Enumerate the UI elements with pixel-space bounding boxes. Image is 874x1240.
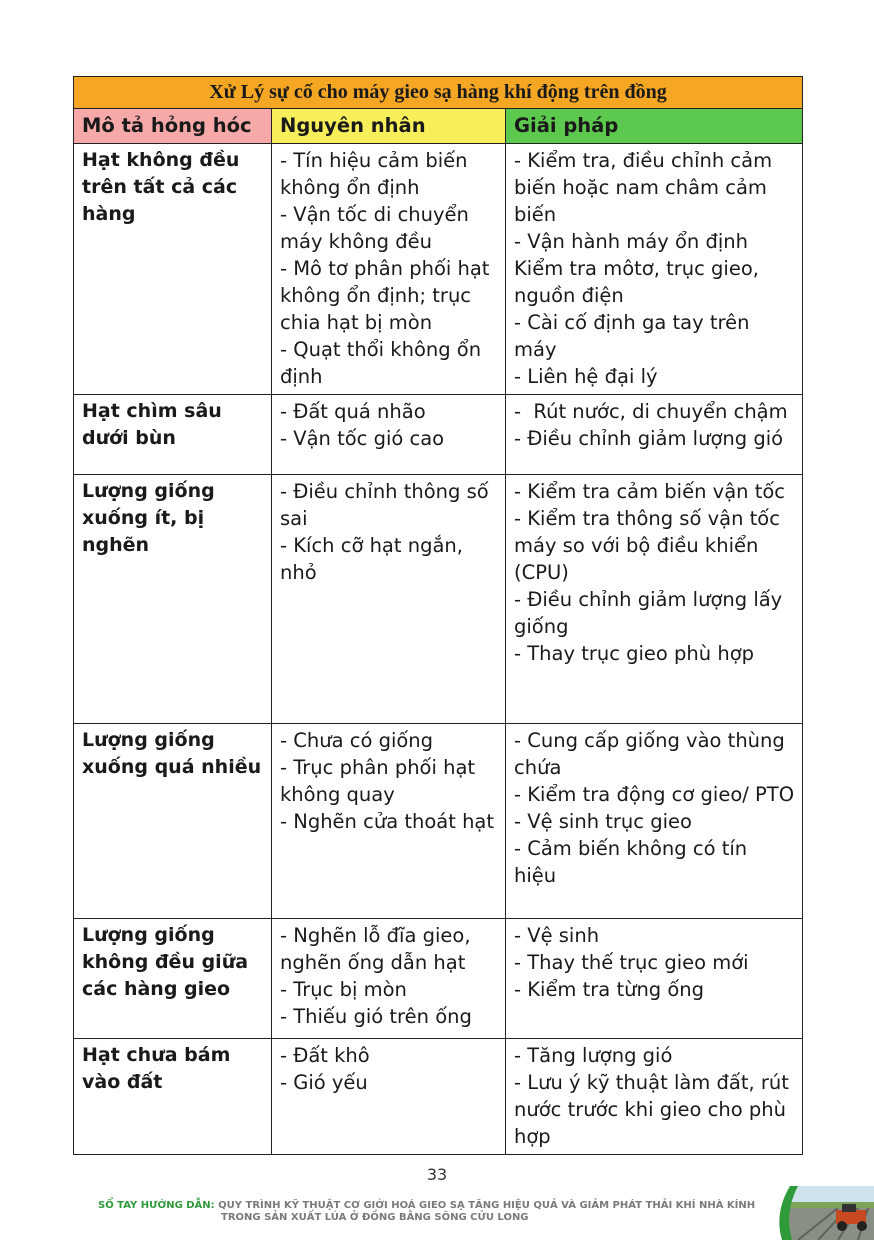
fault-description: Hạt không đều trên tất cả các hàng [74,144,272,395]
cause-item: - Nghẽn cửa thoát hạt [280,810,495,833]
fault-description: Lượng giống không đều giữa các hàng gieo [74,919,272,1039]
cause-item: - Quạt thổi không ổn định [280,338,488,388]
header-description: Mô tả hỏng hóc [74,109,272,144]
cause-item: - Mô tơ phân phối hạt không ổn định; trục chia hạt bị mòn [280,257,496,334]
solution-item: - Tăng lượng gió [514,1044,673,1067]
cause-item: - Đất quá nhão [280,400,426,423]
cause-item: - Gió yếu [280,1071,368,1094]
table-row [74,724,803,919]
cause-cell [272,724,506,919]
table-row [74,395,803,475]
footer-title-line2: TRONG SẢN XUẤT LÚA Ở ĐỒNG BẰNG SÔNG CỬU LONG [221,1212,529,1223]
solution-cell [506,395,803,475]
solution-item: - Kiểm tra từng ống [514,978,705,1001]
solution-item: - Vệ sinh [514,924,600,947]
solution-item: - Kiểm tra thông số vận tốc máy so với bộ điều khiển (CPU) [514,507,787,584]
rice-field-illustration [778,1186,874,1240]
fault-description: Lượng giống xuống ít, bị nghẽn [74,475,272,724]
cause-item: - Vận tốc di chuyển máy không đều [280,203,476,253]
table-row [74,1039,803,1155]
solution-item: - Điều chỉnh giảm lượng lấy giống [514,588,789,638]
footer [98,1200,778,1224]
cause-cell [272,1039,506,1155]
solution-item: - Liên hệ đại lý [514,365,658,388]
fault-description: Hạt chưa bám vào đất [74,1039,272,1155]
fault-description: Lượng giống xuống quá nhiều [74,724,272,919]
solution-item: - Điều chỉnh giảm lượng gió [514,427,784,450]
solution-item: - Thay trục gieo phù hợp [514,642,755,665]
solution-cell [506,919,803,1039]
cause-item: - Trục bị mòn [280,978,407,1001]
cause-cell [272,144,506,395]
header-solution: Giải pháp [506,109,803,144]
solution-cell [506,475,803,724]
cause-cell [272,475,506,724]
footer-title-line1: QUY TRÌNH KỸ THUẬT CƠ GIỚI HOÁ GIEO SẠ TĂNG HIỆU QUẢ VÀ GIẢM PHÁT THẢI KHÍ NHÀ KÍNH [218,1200,756,1211]
solution-cell [506,1039,803,1155]
cause-item: - Tín hiệu cảm biến không ổn định [280,149,474,199]
table-row [74,144,803,395]
cause-item: - Chưa có giống [280,729,434,752]
solution-cell [506,144,803,395]
solution-item: - Thay thế trục gieo mới [514,951,749,974]
cause-cell [272,919,506,1039]
cause-item: - Điều chỉnh thông số sai [280,480,495,530]
table-row [74,919,803,1039]
solution-item: - Cung cấp giống vào thùng chứa [514,729,791,779]
footer-field-image [778,1186,874,1240]
header-cause: Nguyên nhân [272,109,506,144]
footer-brand: SỔ TAY HƯỚNG DẪN: [98,1200,215,1211]
solution-item: - Cài cố định ga tay trên máy [514,311,756,361]
solution-item: - Rút nước, di chuyển chậm [514,400,788,423]
cause-item: - Kích cỡ hạt ngắn, nhỏ [280,534,470,584]
table-title: Xử Lý sự cố cho máy gieo sạ hàng khí động trên đồng [74,77,803,109]
cause-item: - Thiếu gió trên ống [280,1005,472,1028]
cause-item: - Vận tốc gió cao [280,427,445,450]
solution-item: - Vận hành máy ổn định Kiểm tra môtơ, trục gieo, nguồn điện [514,230,766,307]
troubleshooting-table [73,76,803,1155]
solution-item: - Lưu ý kỹ thuật làm đất, rút nước trước khi gieo cho phù hợp [514,1071,796,1148]
solution-item: - Kiểm tra động cơ gieo/ PTO [514,783,795,806]
solution-item: - Kiểm tra, điều chỉnh cảm biến hoặc nam châm cảm biến [514,149,779,226]
cause-item: - Trục phân phối hạt không quay [280,756,482,806]
fault-description: Hạt chìm sâu dưới bùn [74,395,272,475]
cause-item: - Nghẽn lỗ đĩa gieo, nghẽn ống dẫn hạt [280,924,477,974]
solution-cell [506,724,803,919]
table-row [74,475,803,724]
solution-item: - Kiểm tra cảm biến vận tốc [514,480,786,503]
solution-item: - Vệ sinh trục gieo [514,810,692,833]
page-number: 33 [426,1165,448,1184]
cause-cell [272,395,506,475]
solution-item: - Cảm biến không có tín hiệu [514,837,754,887]
cause-item: - Đất khô [280,1044,370,1067]
